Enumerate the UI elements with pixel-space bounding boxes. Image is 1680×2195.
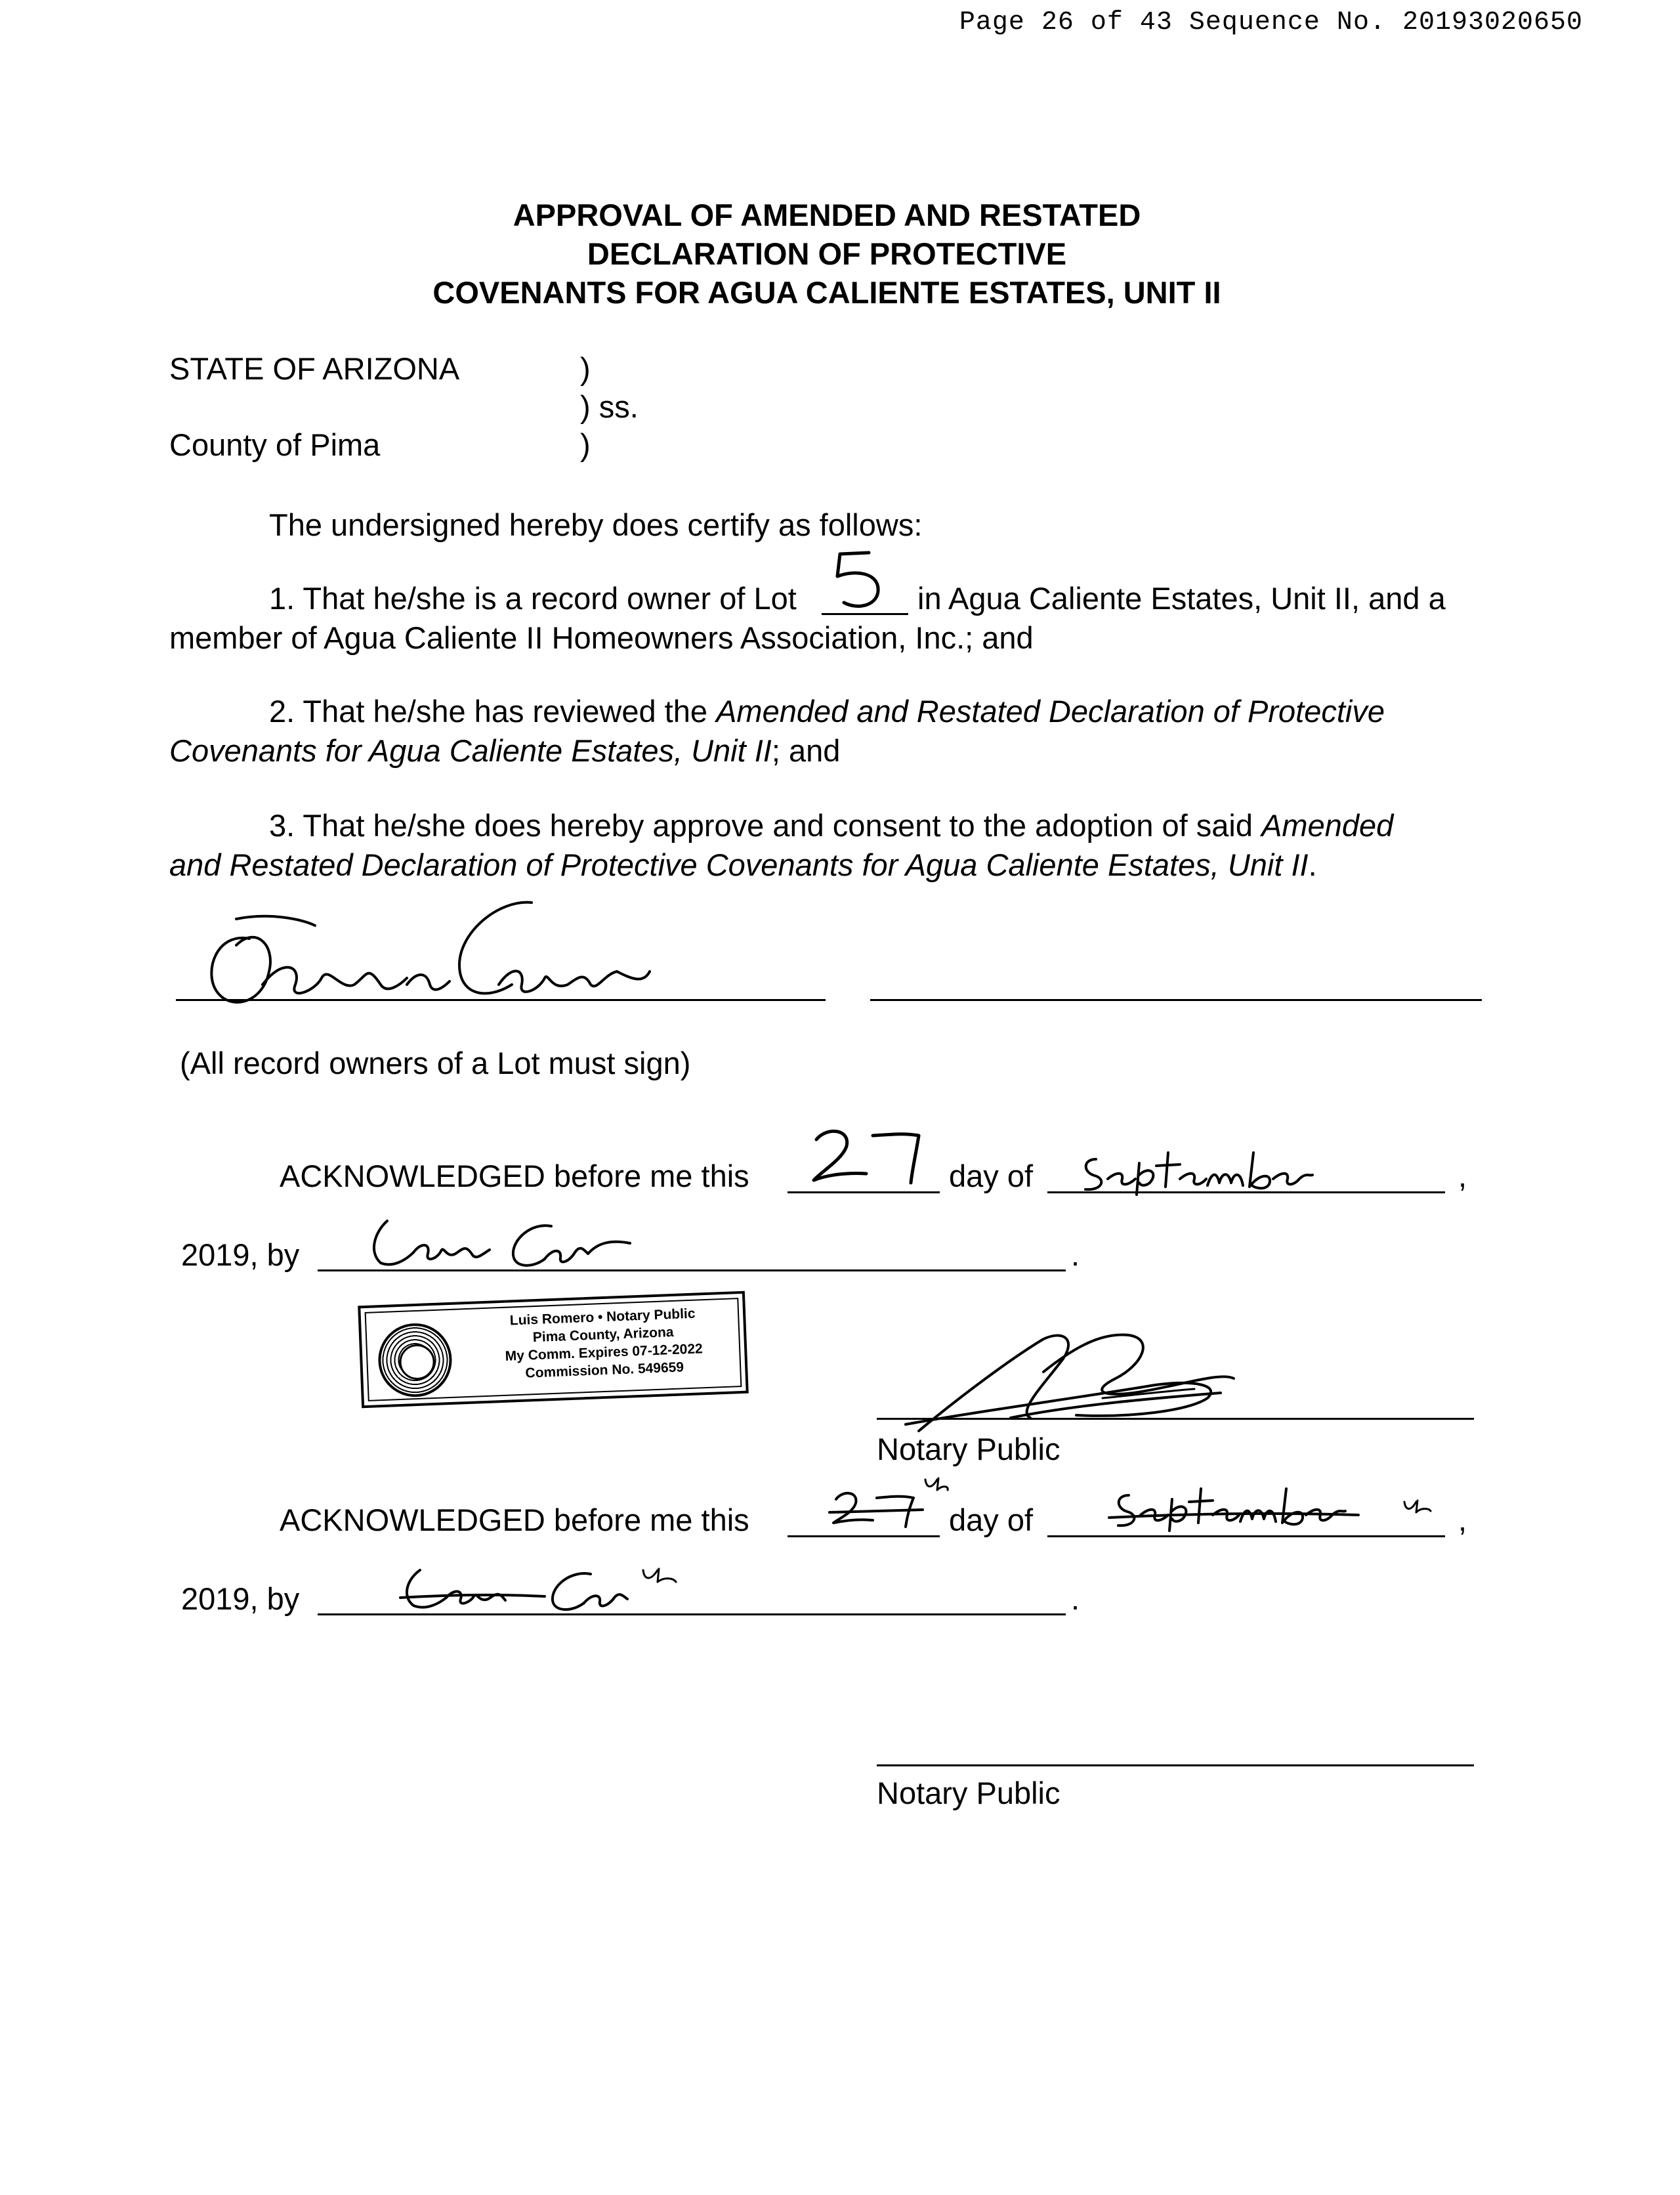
ack2-prefix: ACKNOWLEDGED before me this [280,1502,749,1537]
notary-stamp-text [465,1303,743,1384]
venue-state: STATE OF ARIZONA [169,351,460,386]
item-3-prefix: 3. That he/she does hereby approve and consent to the adoption of said [269,808,1262,843]
title-line-2: DECLARATION OF PROTECTIVE [587,236,1067,271]
item-3-italic-1: Amended [1261,808,1394,843]
ack2-period: . [1071,1581,1080,1616]
item-2-suffix: ; and [771,733,841,768]
title-line-3: COVENANTS FOR AGUA CALIENTE ESTATES, UNIT II [432,275,1221,310]
venue-paren-ss: ) ss. [580,389,639,424]
item-3-line-2 [169,845,1317,885]
page-sequence-header: Page 26 of 43 Sequence No. 20193020650 [959,8,1583,37]
ack1-day-handwritten [807,1120,932,1192]
notary2-label: Notary Public [877,1776,1060,1810]
stamp-notary-name: Luis Romero • Notary Public [509,1306,696,1329]
notary-seal-icon [377,1322,453,1398]
venue-county: County of Pima [169,427,381,462]
notary2-signature-line [877,1764,1474,1766]
ack1-prefix: ACKNOWLEDGED before me this [280,1159,749,1193]
notary-stamp-border [365,1298,742,1401]
notary-stamp [358,1291,749,1409]
owner-signature-line-2 [870,999,1482,1001]
certify-intro: The undersigned hereby does certify as follows: [269,507,923,542]
item-2-prefix: 2. That he/she has reviewed the [269,694,717,729]
stamp-county: Pima County, Arizona [532,1324,674,1346]
ack1-comma: , [1458,1159,1467,1193]
title-line-1: APPROVAL OF AMENDED AND RESTATED [513,198,1141,232]
ack1-name-handwritten [361,1213,676,1272]
item-3-italic-2: and Restated Declaration of Protective Covenants for Agua Caliente Estates, Unit II [169,847,1309,882]
ack1-month-handwritten [1076,1140,1352,1199]
item-1-line-2: member of Agua Caliente II Homeowners Association, Inc.; and [169,620,1034,655]
notary1-label: Notary Public [877,1432,1060,1466]
stamp-commission: Commission No. 549659 [525,1359,684,1381]
item-2-line-2 [169,731,840,771]
ack1-year-by: 2019, by [181,1237,300,1272]
venue-paren-bottom: ) [580,427,591,462]
ack1-day-of: day of [949,1159,1034,1193]
venue-paren-top: ) [580,351,591,386]
lot-number-handwritten [828,545,900,617]
item-3-suffix: . [1308,847,1317,882]
record-owners-note: (All record owners of a Lot must sign) [180,1046,691,1080]
ack2-month-handwritten [1109,1476,1477,1541]
item-2-italic-2: Covenants for Agua Caliente Estates, Unit II [169,733,772,768]
ack2-comma: , [1458,1502,1467,1537]
stamp-expiration: My Comm. Expires 07-12-2022 [505,1341,704,1364]
document-title [0,196,1654,312]
item-2-italic-1: Amended and Restated Declaration of Protective [716,694,1385,729]
ack2-day-of: day of [949,1502,1034,1537]
ack2-name-handwritten [394,1560,801,1619]
item-3-line-1 [269,806,1393,845]
item-1-suffix: in Agua Caliente Estates, Unit II, and a [917,581,1446,616]
owner-signature [190,893,689,1024]
ack1-period: . [1071,1237,1080,1272]
ack2-year-by: 2019, by [181,1581,300,1616]
notary1-signature [879,1319,1260,1444]
item-2-paragraph [169,692,1482,731]
item-1-prefix: 1. That he/she is a record owner of Lot [269,581,797,616]
